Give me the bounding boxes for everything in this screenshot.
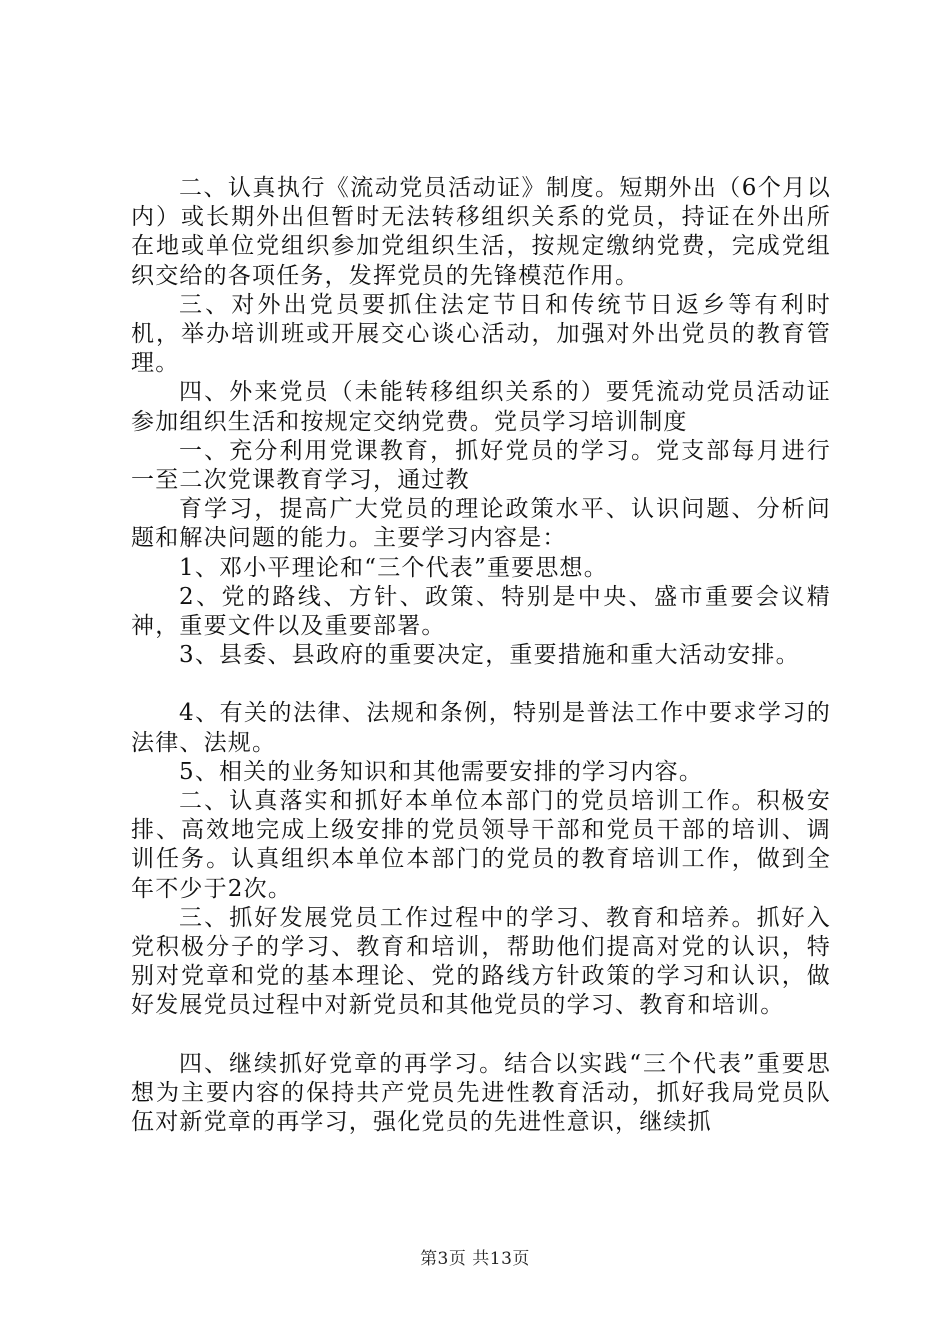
paragraph-study-item-4: 4、有关的法律、法规和条例，特别是普法工作中要求学习的法律、法规。 [131,700,831,756]
paragraph-study-item-3: 3、县委、县政府的重要决定，重要措施和重大活动安排。 [179,642,800,669]
page-number-footer: 第3页 共13页 [420,1249,530,1269]
paragraph-study-item-2: 2、党的路线、方针、政策、特别是中央、盛市重要会议精神，重要文件以及重要部署。 [131,583,831,640]
paragraph-party-constitution-study: 四、继续抓好党章的再学习。结合以实践“三个代表”重要思想为主要内容的保持共产党员先进性教育活动，抓好我局党员队伍对新党章的再学习，强化党员的先进性意识，继续抓 [131,1050,831,1136]
paragraph-study-item-5: 5、相关的业务知识和其他需要安排的学习内容。 [179,758,704,785]
paragraph-party-lessons: 一、充分利用党课教育，抓好党员的学习。党支部每月进行一至二次党课教育学习，通过教 [131,437,831,494]
paragraph-study-item-1: 1、邓小平理论和“三个代表”重要思想。 [179,554,608,581]
document-body [131,174,831,1137]
paragraph-mobile-party-card: 二、认真执行《流动党员活动证》制度。短期外出（6个月以内）或长期外出但暂时无法转移组织关系的党员，持证在外出所在地或单位党组织参加党组织生活，按规定缴纳党费，完成党组织交给的各项任务，发挥党员的先锋模范作用。 [131,175,831,289]
paragraph-new-member-development: 三、抓好发展党员工作过程中的学习、教育和培养。抓好入党积极分子的学习、教育和培训，帮助他们提高对党的认识，特别对党章和党的基本理论、党的路线方针政策的学习和认识，做好发展党员过程中对新党员和其他党员的学习、教育和培训。 [131,904,831,1019]
paragraph-unit-training: 二、认真落实和抓好本单位本部门的党员培训工作。积极安排、高效地完成上级安排的党员领导干部和党员干部的培训、调训任务。认真组织本单位本部门的党员的教育培训工作，做到全年不少于2次。 [131,788,831,902]
paragraph-outgoing-members-education: 三、对外出党员要抓住法定节日和传统节日返乡等有利时机，举办培训班或开展交心谈心活动，加强对外出党员的教育管理。 [131,291,831,377]
paragraph-incoming-members: 四、外来党员（未能转移组织关系的）要凭流动党员活动证参加组织生活和按规定交纳党费。党员学习培训制度 [131,379,831,435]
paragraph-study-goals: 育学习，提高广大党员的理论政策水平、认识问题、分析问题和解决问题的能力。主要学习内容是： [131,496,831,552]
